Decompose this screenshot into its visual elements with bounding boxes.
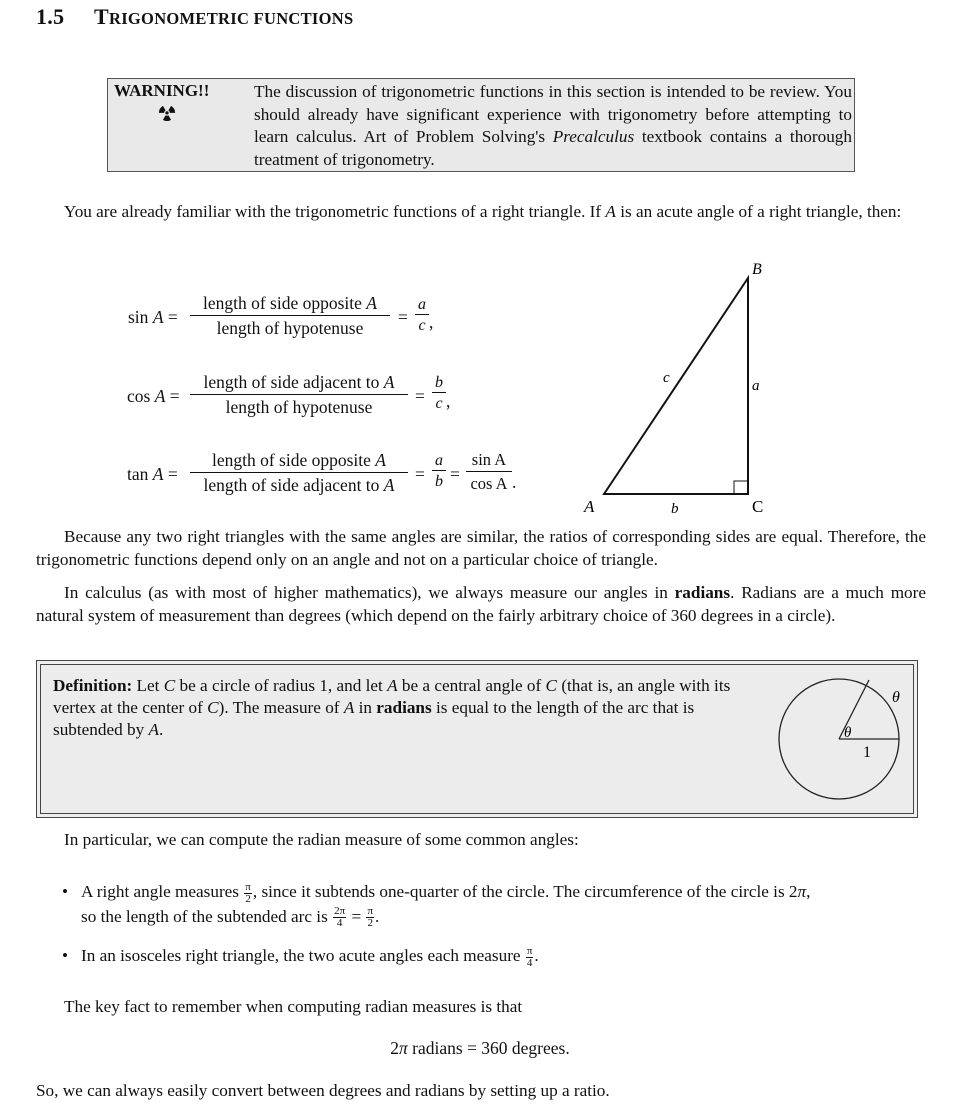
var: C	[545, 676, 558, 695]
denominator: 2	[367, 917, 373, 930]
warning-text-part: The discussion of trigonometric functions in this section is intended to be review. You should already have significant experience with trigonometry before attempting to learn calculus. Art of Problem Solving's	[254, 82, 852, 146]
equals: =	[167, 307, 178, 327]
section-title-rest: RIGONOMETRIC FUNCTIONS	[108, 9, 354, 28]
equals: =	[415, 464, 425, 484]
numerator: a	[415, 296, 429, 315]
unit-circle-figure	[773, 671, 913, 811]
denominator: length of hypotenuse	[216, 318, 364, 338]
list-item-text	[81, 944, 928, 969]
var: A	[343, 698, 355, 717]
var: A	[152, 307, 164, 327]
text: , since it subtends one-quarter of the circle. The circumference of the circle is 2	[252, 882, 798, 901]
definition-label: Definition:	[53, 676, 133, 695]
equals: =	[415, 386, 425, 406]
var: A	[383, 475, 395, 495]
cos-ratio	[432, 374, 446, 413]
text: .	[534, 946, 539, 965]
tan-fraction	[190, 450, 408, 496]
denominator: length of hypotenuse	[225, 397, 373, 417]
equals: =	[398, 307, 408, 327]
denominator: cos A	[470, 474, 508, 493]
sin-lhs	[128, 307, 178, 328]
fn: tan	[127, 464, 149, 484]
warning-box	[107, 78, 855, 172]
denominator: c	[435, 395, 443, 412]
fraction	[244, 882, 252, 905]
bullet-icon: •	[62, 946, 69, 965]
list-item	[62, 944, 928, 969]
right-angle-marker	[734, 481, 748, 494]
comma: ,	[446, 391, 451, 411]
numerator: π	[526, 944, 533, 957]
key-fact-paragraph: The key fact to remember when computing radian measures is that	[64, 997, 523, 1016]
bold-term: radians	[376, 698, 432, 717]
text: .	[158, 720, 164, 739]
var: C	[207, 698, 219, 717]
definition-box	[36, 660, 918, 818]
side-b: b	[671, 501, 679, 517]
bullet-icon: •	[62, 882, 69, 901]
fn: cos	[127, 386, 151, 406]
var: C	[163, 676, 176, 695]
sin-ratio	[415, 296, 429, 335]
text: Let	[132, 676, 164, 695]
triangle-shape	[604, 278, 748, 494]
text: radians = 360 degrees.	[407, 1038, 570, 1058]
var: A	[366, 293, 377, 313]
vertex-A: A	[584, 497, 595, 516]
fraction	[526, 946, 534, 969]
warning-label: WARNING!!	[114, 81, 210, 100]
numerator: length of side adjacent to	[203, 372, 384, 392]
var: A	[148, 720, 159, 739]
pi: π	[797, 882, 807, 901]
numerator: sin A	[466, 450, 512, 472]
text: 2	[390, 1038, 399, 1058]
tan-ratio	[432, 452, 446, 491]
numerator: length of side opposite	[202, 293, 367, 313]
text: ). The measure of	[218, 698, 344, 717]
numerator: π	[367, 905, 373, 918]
var: A	[152, 464, 164, 484]
text: A right angle measures	[81, 882, 244, 901]
var: A	[387, 676, 398, 695]
text: so the length of the subtended arc is	[81, 906, 333, 926]
angle-theta-label: θ	[844, 725, 852, 741]
radius-label: 1	[863, 744, 871, 761]
right-triangle-figure	[570, 250, 790, 520]
definition-text	[53, 675, 765, 741]
text: . Radians are a much more natural system of measurement than degrees (which depend on the fairly arbitrary choice of 360 degrees in a circle).	[36, 583, 927, 625]
final-paragraph: So, we can always easily convert between degrees and radians by setting up a ratio.	[36, 1081, 610, 1100]
text: be a circle of radius 1, and let	[175, 676, 388, 695]
list-item-text	[81, 880, 928, 929]
text: In calculus (as with most of higher mathematics), we always measure our angles in	[64, 583, 675, 602]
denominator: 4	[336, 917, 343, 930]
definition-inner-frame	[40, 664, 914, 814]
warning-text-part: textbook contains a thorough treatment of trigonometry.	[254, 127, 852, 169]
text: .	[375, 906, 380, 926]
numerator: π	[245, 880, 251, 893]
display-equation	[0, 1038, 960, 1059]
common-angles-paragraph: In particular, we can compute the radian measure of some common angles:	[64, 830, 579, 849]
denominator: length of side adjacent to	[203, 475, 384, 495]
tan-sin-over-cos	[466, 450, 512, 494]
section-heading	[36, 4, 353, 30]
text: In an isosceles right triangle, the two acute angles each measure	[81, 946, 525, 965]
denominator: 2	[245, 892, 251, 905]
comma: ,	[429, 312, 434, 332]
var: A	[383, 372, 395, 392]
fraction	[366, 906, 374, 929]
text: ,	[806, 882, 811, 901]
denominator: c	[418, 317, 426, 334]
numerator: length of side opposite	[211, 450, 376, 470]
fraction	[333, 906, 346, 929]
numerator: b	[432, 374, 446, 393]
list-item	[62, 880, 928, 929]
sin-fraction	[190, 293, 390, 339]
numerator: 2π	[334, 905, 346, 918]
intro-paragraph	[36, 201, 926, 224]
radians-paragraph	[36, 582, 926, 627]
pi: π	[398, 1038, 408, 1058]
math-var: A	[605, 202, 616, 221]
vertex-B: B	[752, 261, 762, 278]
vertex-C: C	[752, 497, 764, 516]
side-c: c	[663, 370, 670, 386]
section-title-initial: T	[94, 4, 109, 29]
equals: =	[450, 464, 460, 484]
text: is equal to the length of the arc that is subtended by	[53, 698, 695, 739]
equals: =	[169, 386, 180, 406]
text: (that is, an angle with its vertex at the center of	[53, 676, 731, 717]
warning-text	[254, 81, 852, 171]
equals: =	[167, 464, 178, 484]
period: .	[512, 472, 517, 492]
radiation-icon	[158, 103, 176, 121]
cos-lhs	[127, 386, 180, 407]
tan-lhs	[127, 464, 178, 485]
arc-theta-label: θ	[892, 689, 900, 706]
section-number: 1.5	[36, 4, 65, 29]
denominator: 4	[526, 956, 533, 969]
denominator: b	[435, 473, 443, 490]
var: A	[375, 450, 386, 470]
bold-term: radians	[674, 583, 731, 602]
side-a: a	[752, 378, 760, 394]
fn: sin	[128, 307, 149, 327]
var: A	[154, 386, 166, 406]
text: is an acute angle of a right triangle, then:	[615, 202, 902, 221]
text: in	[354, 698, 377, 717]
text: You are already familiar with the trigonometric functions of a right triangle. If	[64, 202, 606, 221]
text: be a central angle of	[397, 676, 546, 695]
cos-fraction	[190, 372, 408, 418]
similar-triangles-paragraph: Because any two right triangles with the same angles are similar, the ratios of corresponding sides are equal. Therefore, the trigonometric functions depend only on an angle and not on a particular choice of triangle.	[36, 527, 926, 569]
book-title: Precalculus	[552, 127, 635, 146]
equals: =	[347, 906, 366, 926]
numerator: a	[432, 452, 446, 471]
